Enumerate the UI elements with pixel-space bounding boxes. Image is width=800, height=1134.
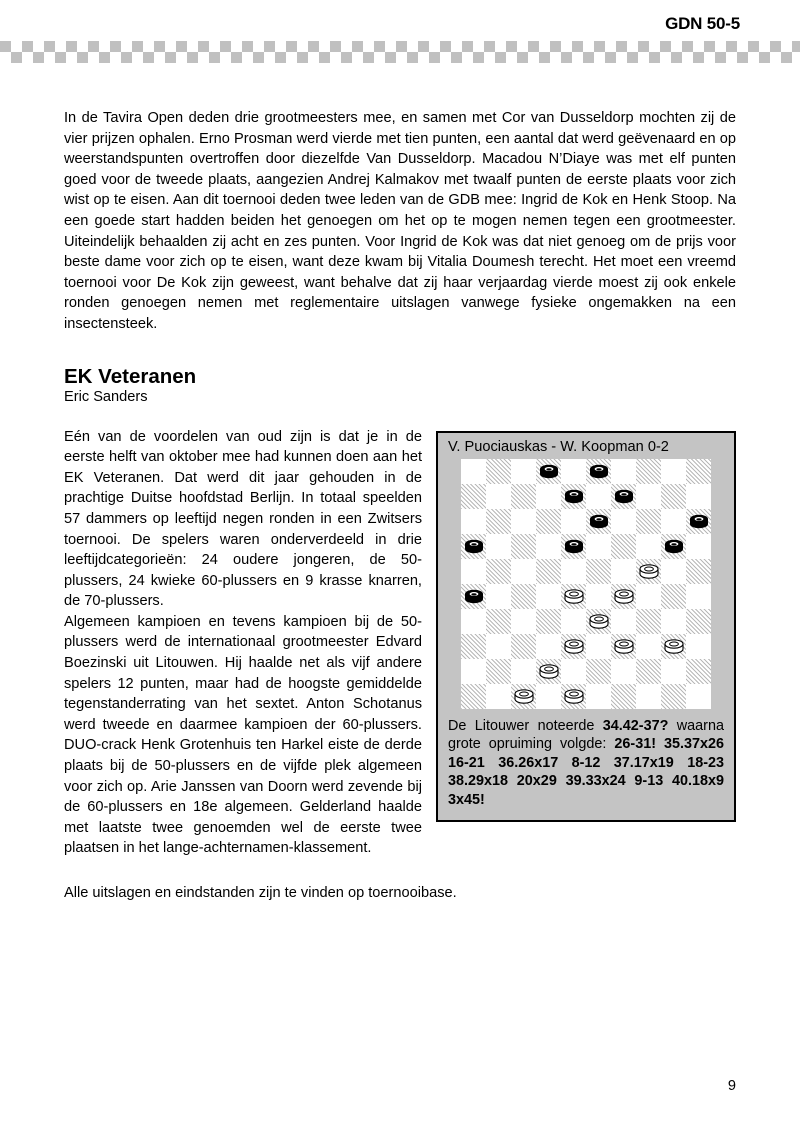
board-square <box>561 609 586 634</box>
board-square <box>486 484 511 509</box>
black-piece-icon <box>589 513 609 529</box>
board-square <box>611 534 636 559</box>
board-square <box>561 659 586 684</box>
board-square <box>536 584 561 609</box>
board-square <box>661 484 686 509</box>
board-square <box>486 559 511 584</box>
white-piece-icon <box>614 638 634 654</box>
board-square <box>486 584 511 609</box>
white-piece-icon <box>589 613 609 629</box>
section-author: Eric Sanders <box>64 388 148 405</box>
board-square <box>586 559 611 584</box>
diagram-title: V. Puociauskas - W. Koopman 0-2 <box>448 438 669 455</box>
board-square <box>636 609 661 634</box>
board-square <box>686 609 711 634</box>
caption-move-sequence: 26-31! 35.37x26 16-21 36.26x17 8-12 37.17x19 18-23 38.29x18 20x29 39.33x24 9-13 40.18x9 3x45! <box>448 736 725 808</box>
checkerboard-rule-icon <box>0 41 800 63</box>
closing-paragraph: Alle uitslagen en eindstanden zijn te vinden op toernooibase. <box>64 885 457 901</box>
board-square <box>586 484 611 509</box>
board-square <box>611 634 636 659</box>
board-square <box>561 484 586 509</box>
board-square <box>486 459 511 484</box>
board-square <box>536 684 561 709</box>
board-square <box>586 609 611 634</box>
black-piece-icon <box>589 463 609 479</box>
board-square <box>686 534 711 559</box>
board-square <box>511 459 536 484</box>
board-square <box>686 684 711 709</box>
board-square <box>686 634 711 659</box>
board-square <box>536 459 561 484</box>
lead-paragraph: Eén van de voordelen van oud zijn is dat je in de eerste helft van oktober mee had kunnen doen aan het EK Veteranen. Dat werd dit jaar gehouden in de prachtige Duitse hoofdstad Berlijn. In totaal speelden 57 dammers op leeftijd negen ronden in een Zwitsers toernooi. De spelers waren onderverdeeld in drie leeftijdcategorieën: 24 oudere jongeren, de 50-plussers, 24 kwieke 60-plussers en 9 krasse knarren, de 70-plussers. <box>64 428 422 610</box>
board-square <box>611 609 636 634</box>
board-square <box>511 634 536 659</box>
board-square <box>536 534 561 559</box>
board-square <box>536 484 561 509</box>
board-square <box>511 684 536 709</box>
board-square <box>611 559 636 584</box>
board-square <box>536 559 561 584</box>
board-square <box>461 659 486 684</box>
board-square <box>561 459 586 484</box>
board-square <box>561 684 586 709</box>
board-square <box>536 609 561 634</box>
board-square <box>511 534 536 559</box>
board-square <box>611 484 636 509</box>
body-paragraph: Algemeen kampioen en tevens kampioen bij de 50-plussers werd de internationaal grootmeester Edvard Boezinski uit Litouwen. Hij haalde net als vijf andere spelers 12 punten, maar had de hoogste gemiddelde tegenstanderrating van het sextet. Anton Schotanus werd tweede en daarmee kampioen der 60-plussers. DUO-crack Henk Grotenhuis ten Harkel eiste de derde plaats bij de 50-plussers en de vijfde plek algemeen voor zich op. Arie Janssen van Doorn werd zevende bij de 60-plussers en 18e algemeen. Gelderland haalde met laatste twee genoemden wel de eerste twee plaatsen in het lange-achternamen-klassement. <box>64 613 422 857</box>
board-square <box>461 684 486 709</box>
caption-move-first: 34.42-37? <box>602 717 669 734</box>
board-square <box>561 534 586 559</box>
board-square <box>486 534 511 559</box>
board-square <box>686 484 711 509</box>
board-square <box>586 534 611 559</box>
board-square <box>661 509 686 534</box>
board-square <box>661 534 686 559</box>
white-piece-icon <box>664 638 684 654</box>
board-square <box>536 659 561 684</box>
board-square <box>661 634 686 659</box>
board-square <box>511 584 536 609</box>
board-square <box>661 684 686 709</box>
white-piece-icon <box>539 663 559 679</box>
intro-paragraph: In de Tavira Open deden drie grootmeesters mee, en samen met Cor van Dusseldorp mochten zij de vier prijzen ophalen. Erno Prosman werd vierde met tien punten, een aantal dat werd geëvenaard en op weerstandspunten overtroffen door diezelfde Van Dusseldorp. Macadou N’Diaye was met elf punten goed voor de tweede plaats, aangezien Andrej Kalmakov met twaalf punten de eerste plaats voor zich wist op te eisen. Aan dit toernooi deden twee leden van de GDB mee: Ingrid de Kok en Henk Stoop. Na een goede start hadden beiden het genoegen om het op te mogen nemen tegen een grootmeester. Uiteindelijk behaalden zij acht en zes punten. Voor Ingrid de Kok was dat niet genoeg om de prijs voor beste dame voor zich op te eisen, want deze kwam bij Vitalia Doumesh terecht. Het moet een vreemd toernooi voor De Kok zijn geweest, want behalve dat zij haar verjaardag vierde moest zij ook enkele ronden genoegen nemen met reglementaire uitslagen vanwege fysieke ongemakken na een insectensteek. <box>64 110 736 332</box>
white-piece-icon <box>564 638 584 654</box>
board-square <box>511 509 536 534</box>
board-square <box>636 684 661 709</box>
board-square <box>661 459 686 484</box>
black-piece-icon <box>664 538 684 554</box>
board-square <box>661 659 686 684</box>
board-square <box>586 684 611 709</box>
board-square <box>486 659 511 684</box>
diagram-caption <box>444 709 728 814</box>
board-square <box>486 684 511 709</box>
board-square <box>636 584 661 609</box>
page-title: GDN 50-5 <box>665 14 740 33</box>
board-square <box>461 509 486 534</box>
black-piece-icon <box>564 488 584 504</box>
black-piece-icon <box>464 588 484 604</box>
black-piece-icon <box>614 488 634 504</box>
board-square <box>561 559 586 584</box>
board-square <box>586 459 611 484</box>
white-piece-icon <box>514 688 534 704</box>
black-piece-icon <box>564 538 584 554</box>
board-square <box>661 584 686 609</box>
board-square <box>461 559 486 584</box>
page-header <box>0 0 800 70</box>
board-square <box>686 584 711 609</box>
board-square <box>611 684 636 709</box>
white-piece-icon <box>564 688 584 704</box>
page-number: 9 <box>727 1078 736 1094</box>
black-piece-icon <box>539 463 559 479</box>
board-square <box>511 659 536 684</box>
white-piece-icon <box>564 588 584 604</box>
board-square <box>686 509 711 534</box>
board-square <box>461 609 486 634</box>
board-grid <box>461 459 711 709</box>
board-square <box>586 659 611 684</box>
board-square <box>486 634 511 659</box>
checker-row-top <box>0 41 800 52</box>
board-square <box>586 584 611 609</box>
board-square <box>636 559 661 584</box>
board-square <box>611 659 636 684</box>
board-square <box>536 509 561 534</box>
board-square <box>461 584 486 609</box>
board-square <box>636 484 661 509</box>
board-square <box>511 559 536 584</box>
board-square <box>536 634 561 659</box>
board-square <box>636 509 661 534</box>
board-square <box>686 459 711 484</box>
board-square <box>511 484 536 509</box>
board-square <box>611 584 636 609</box>
board-square <box>461 634 486 659</box>
board-square <box>561 509 586 534</box>
board-square <box>661 559 686 584</box>
board-square <box>486 509 511 534</box>
board-square <box>636 659 661 684</box>
board-square <box>661 609 686 634</box>
board-square <box>686 559 711 584</box>
board-square <box>686 659 711 684</box>
board-square <box>561 584 586 609</box>
black-piece-icon <box>689 513 709 529</box>
board-square <box>461 484 486 509</box>
board-square <box>611 459 636 484</box>
board-square <box>636 534 661 559</box>
board-square <box>461 534 486 559</box>
white-piece-icon <box>639 563 659 579</box>
board-square <box>611 509 636 534</box>
board-square <box>636 634 661 659</box>
checker-row-bottom <box>0 52 800 63</box>
board-square <box>561 634 586 659</box>
board-square <box>586 634 611 659</box>
board-square <box>461 459 486 484</box>
game-diagram-box <box>436 431 736 822</box>
black-piece-icon <box>464 538 484 554</box>
board-square <box>511 609 536 634</box>
white-piece-icon <box>614 588 634 604</box>
section-heading: EK Veteranen <box>64 364 197 388</box>
article-content <box>64 108 736 904</box>
caption-mid: waarna grote opruiming volgde: <box>448 717 724 753</box>
board-square <box>486 609 511 634</box>
board-square <box>636 459 661 484</box>
caption-lead: De Litouwer noteerde <box>448 717 603 734</box>
draughts-board <box>461 459 711 709</box>
board-square <box>586 509 611 534</box>
